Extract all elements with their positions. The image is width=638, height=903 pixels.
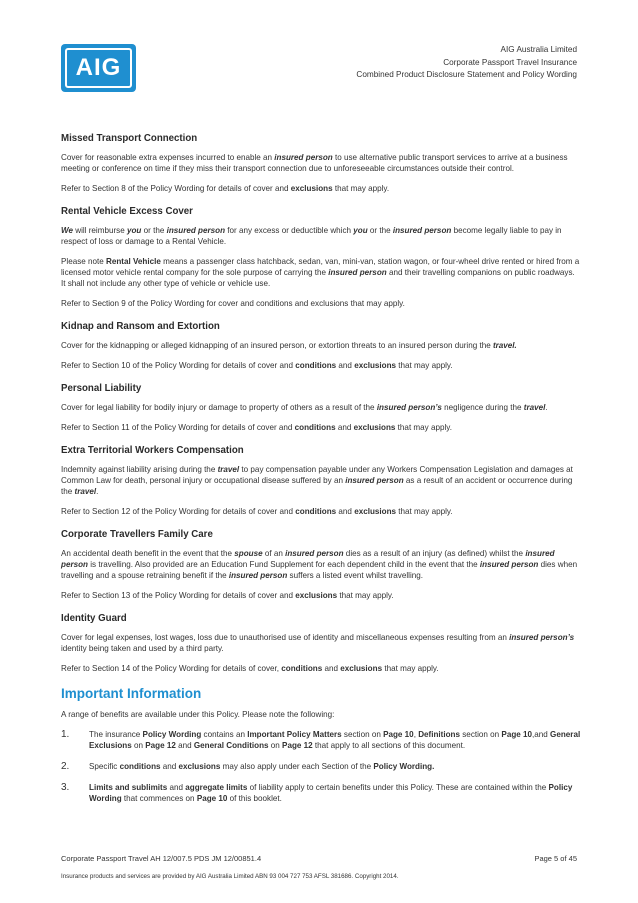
term: Page 10 [501, 730, 533, 739]
term: Policy Wording. [373, 762, 435, 771]
footer-legal: Insurance products and services are provided by AIG Australia Limited ABN 93 004 727 753 AFSL 381686. Copyright 2014. [61, 873, 399, 880]
section-body [61, 340, 581, 351]
term: Page 10 [383, 730, 414, 739]
text: and [336, 361, 355, 370]
text: that apply to all sections of this document. [312, 741, 466, 750]
term: Limits and sublimits [89, 783, 168, 792]
text: . [96, 487, 99, 496]
text: Specific [89, 762, 120, 771]
term: conditions [294, 423, 336, 432]
text: that may apply. [396, 507, 453, 516]
section-title: Corporate Travellers Family Care [61, 529, 213, 540]
term: Policy Wording [142, 730, 202, 739]
text: for any excess or deductible which [225, 226, 354, 235]
term: insured person [274, 153, 333, 162]
term: insured person [345, 476, 404, 485]
section-refer [61, 360, 581, 371]
important-title: Important Information [61, 686, 202, 701]
term: Policy Wording [89, 783, 573, 803]
text: become legally liable to pay in respect of loss or damage to a Rental Vehicle. [61, 226, 562, 246]
text: ,and [532, 730, 551, 739]
section-title: Rental Vehicle Excess Cover [61, 206, 193, 217]
term: aggregate limits [185, 783, 248, 792]
term: insured person [61, 549, 555, 569]
term: exclusions [295, 591, 338, 600]
term: exclusions [340, 664, 383, 673]
section-title: Extra Territorial Workers Compensation [61, 445, 244, 456]
header-company: AIG Australia Limited [500, 45, 577, 54]
section-refer [61, 590, 581, 601]
text: identity being taken and used by a third party. [61, 644, 224, 653]
text: of this booklet. [227, 794, 282, 803]
text: on [131, 741, 146, 750]
footer-reference: Corporate Passport Travel AH 12/007.5 PDS JM 12/00851.4 [61, 854, 262, 863]
term: spouse [234, 549, 263, 558]
term: exclusions [354, 507, 397, 516]
text: Refer to Section 12 of the Policy Wording for details of cover and [61, 507, 296, 516]
text: on [268, 741, 283, 750]
text: An accidental death benefit in the event that the [61, 549, 235, 558]
text: and their travelling companions on public roadways. It shall not include any other type of vehicle or vehicle use. [61, 268, 575, 288]
section-refer [61, 506, 581, 517]
document-header [356, 44, 577, 82]
text: and [336, 507, 355, 516]
section-refer [61, 663, 581, 674]
header-doc-title: Combined Product Disclosure Statement and Policy Wording [356, 70, 577, 79]
text: as a result of an accident or occurrence during the [61, 476, 573, 496]
term: insured person’s [376, 403, 442, 412]
section-body [61, 548, 581, 581]
term: exclusions [353, 423, 396, 432]
important-intro: A range of benefits are available under this Policy. Please note the following: [61, 710, 335, 719]
term: insured person [285, 549, 344, 558]
important-information [61, 686, 581, 804]
list-text [89, 761, 434, 772]
term: exclusions [354, 361, 397, 370]
text: may also apply under each Section of the [220, 762, 374, 771]
text: will reimburse [73, 226, 127, 235]
aig-logo [61, 44, 136, 92]
text: dies as a result of an injury (as defined) whilst the [343, 549, 526, 558]
section-title: Missed Transport Connection [61, 133, 198, 144]
term: insured person’s [509, 633, 575, 642]
text: means a passenger class hatchback, sedan, van, mini-van, station wagon, or four-wheel drive rented or hired from a licensed motor vehicle rental company for the sole purpose of carrying the [61, 257, 580, 277]
term: travel [217, 465, 240, 474]
text: and [335, 423, 354, 432]
text: that may apply. [382, 664, 439, 673]
term: travel [523, 403, 546, 412]
text: section on [460, 730, 502, 739]
section-workers-comp [61, 445, 581, 517]
section-family-care [61, 529, 581, 601]
text: contains an [201, 730, 248, 739]
section-title: Identity Guard [61, 613, 127, 624]
text: and [175, 741, 194, 750]
text: and [322, 664, 341, 673]
section-note [61, 256, 581, 289]
header-product: Corporate Passport Travel Insurance [443, 57, 577, 67]
text: Indemnity against liability arising during the [61, 465, 218, 474]
text: is travelling. Also provided are an Education Fund Supplement for each dependent child in the event that the [88, 560, 480, 569]
section-body [61, 402, 581, 413]
list-item [61, 782, 581, 804]
section-title: Kidnap and Ransom and Extortion [61, 321, 220, 332]
text: Cover for reasonable extra expenses incurred to enable an [61, 153, 275, 162]
text: Cover for the kidnapping or alleged kidnapping of an insured person, or extortion threats to an insured person during the [61, 341, 493, 350]
term: We [61, 226, 73, 235]
list-number: 2. [61, 761, 70, 772]
term: Page 10 [196, 794, 228, 803]
term: insured person [228, 571, 288, 580]
term: exclusions [290, 184, 333, 193]
section-identity-guard [61, 613, 581, 674]
text: negligence during the [441, 403, 524, 412]
section-title: Personal Liability [61, 383, 142, 394]
text: that commences on [121, 794, 197, 803]
section-body [61, 152, 581, 174]
term: General Exclusions [89, 730, 581, 750]
text: dies when travelling and a spouse retraining benefit if the [61, 560, 578, 580]
section-missed-transport [61, 133, 581, 194]
text: Cover for legal liability for bodily injury or damage to property of others as a result of the [61, 403, 377, 412]
text: of an [262, 549, 286, 558]
section-kidnap [61, 321, 581, 371]
term: travel. [492, 341, 517, 350]
term: Page 12 [282, 741, 313, 750]
aig-logo-text: AIG [65, 48, 132, 88]
text: The insurance [89, 730, 143, 739]
text: suffers a listed event whilst travelling. [287, 571, 424, 580]
list-number: 1. [61, 729, 70, 740]
section-body [61, 464, 581, 497]
term: Page 12 [145, 741, 176, 750]
term: travel [74, 487, 97, 496]
list-item [61, 761, 581, 772]
list-text [89, 782, 581, 804]
section-refer: Refer to Section 9 of the Policy Wording for cover and conditions and exclusions that may apply. [61, 299, 405, 308]
important-list [61, 729, 581, 804]
section-body [61, 632, 581, 654]
footer-page-number: Page 5 of 45 [534, 854, 577, 863]
term: you [126, 226, 142, 235]
section-refer [61, 183, 581, 194]
section-personal-liability [61, 383, 581, 433]
list-item [61, 729, 581, 751]
text: that may apply. [396, 361, 453, 370]
term: insured person [166, 226, 226, 235]
text: and [167, 783, 186, 792]
section-body [61, 225, 581, 247]
term: Important Policy Matters [247, 730, 342, 739]
term: insured person [392, 226, 452, 235]
term: conditions [295, 361, 337, 370]
term: insured person [479, 560, 539, 569]
text: that may apply. [332, 184, 390, 193]
text: Refer to Section 13 of the Policy Wording for details of cover and [61, 591, 296, 600]
term: you [353, 226, 368, 235]
text: that may apply. [395, 423, 452, 432]
section-rental-vehicle [61, 206, 581, 309]
text: of liability apply to certain benefits under this Policy. These are contained within the [247, 783, 549, 792]
text: . [545, 403, 548, 412]
text: and [160, 762, 179, 771]
list-text [89, 729, 581, 751]
text: Refer to Section 14 of the Policy Wording for details of cover, [61, 664, 282, 673]
term: Rental Vehicle [106, 257, 161, 266]
term: Definitions [418, 730, 461, 739]
term: conditions [295, 507, 337, 516]
text: or the [367, 226, 393, 235]
term: General Conditions [193, 741, 269, 750]
text: that may apply. [337, 591, 394, 600]
text: , [413, 730, 419, 739]
text: Refer to Section 11 of the Policy Wording for details of cover and [61, 423, 295, 432]
section-refer [61, 422, 581, 433]
text: or the [141, 226, 167, 235]
text: Refer to Section 8 of the Policy Wording for details of cover and [61, 184, 291, 193]
term: exclusions [178, 762, 221, 771]
text: section on [341, 730, 384, 739]
text: Please note [61, 257, 106, 266]
text: to use alternative public transport services to arrive at a business meeting or conference on time if they miss their transport connection due to unforeseeable circumstances outside their control. [61, 153, 568, 173]
list-number: 3. [61, 782, 70, 793]
main-content [61, 133, 581, 814]
term: conditions [281, 664, 323, 673]
term: conditions [119, 762, 161, 771]
text: Cover for legal expenses, lost wages, loss due to unauthorised use of identity and miscellaneous expenses resulting from an [61, 633, 510, 642]
term: insured person [328, 268, 387, 277]
text: Refer to Section 10 of the Policy Wording for details of cover and [61, 361, 296, 370]
text: to pay compensation payable under any Workers Compensation Legislation and damages at Common Law for death, personal injury or occupational disease suffered by an [61, 465, 573, 485]
